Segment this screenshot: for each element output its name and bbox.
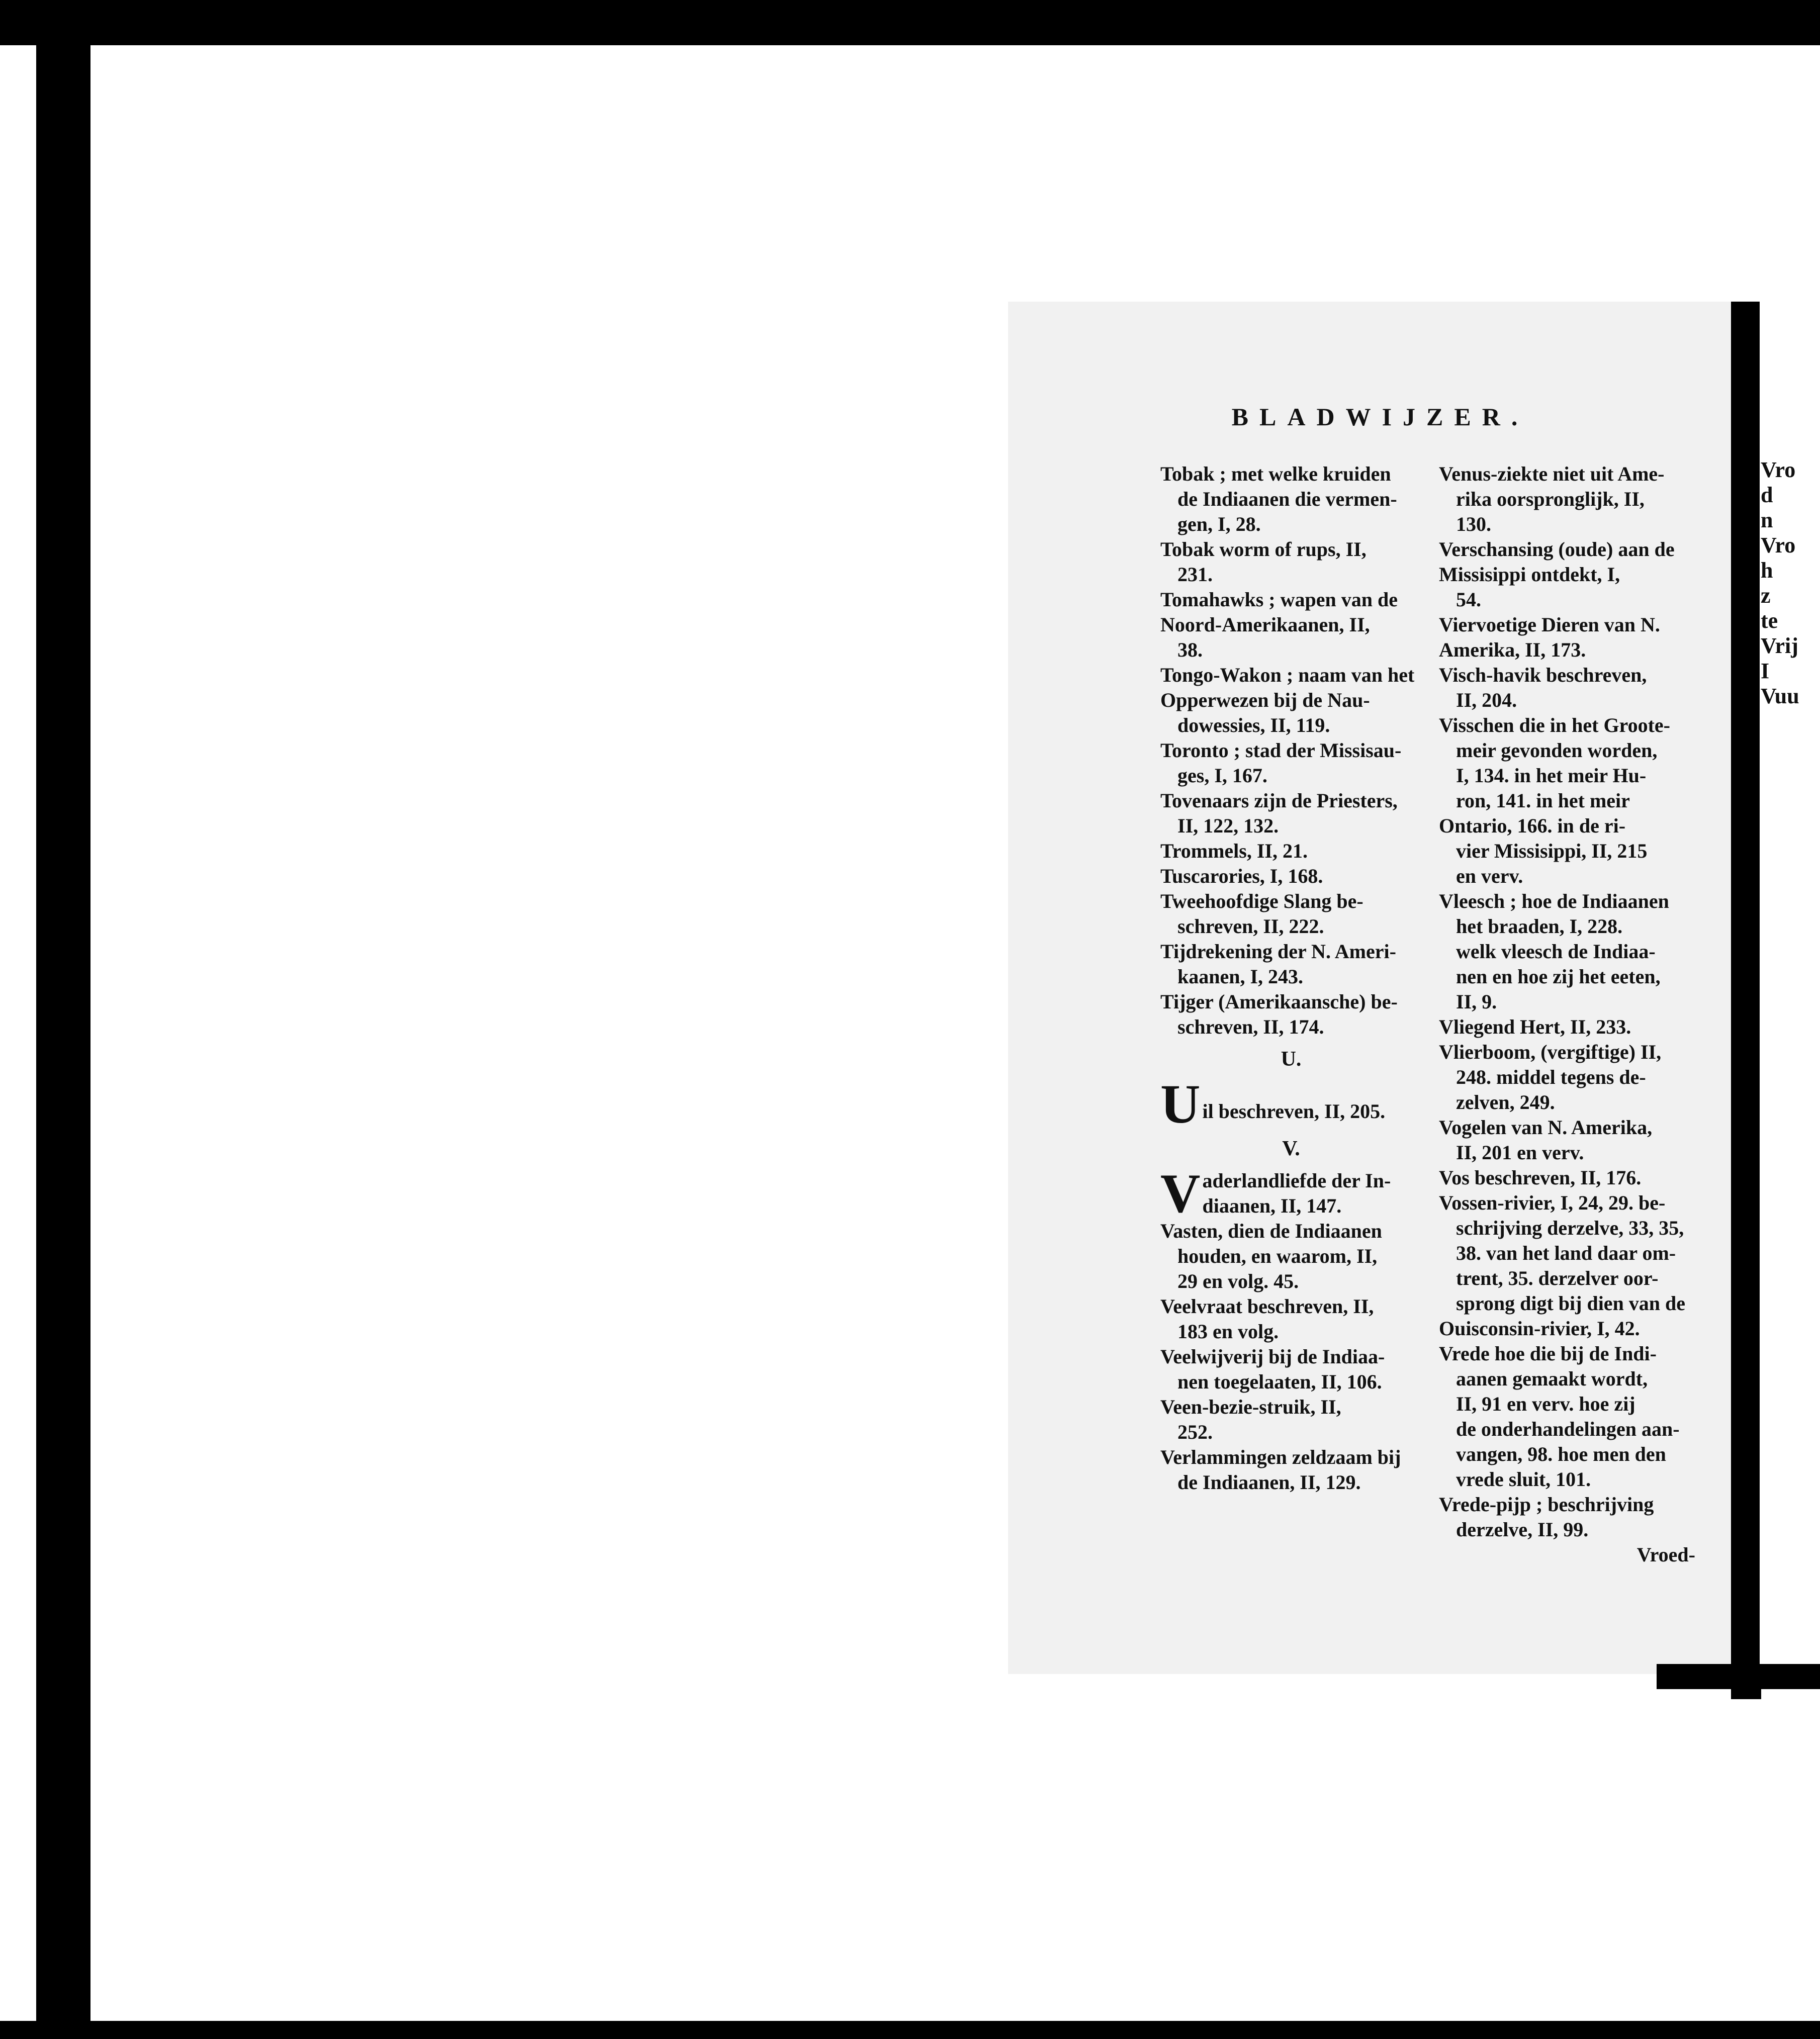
index-column-left	[1160, 461, 1422, 1495]
index-entry-line: en verv.	[1456, 865, 1523, 887]
index-entry-line: Verschansing (oude) aan de	[1439, 538, 1675, 561]
index-entry-line: 54.	[1456, 588, 1481, 611]
index-entry-line: de Indiaanen die vermen-	[1177, 488, 1397, 510]
index-entry-line: II, 122, 132.	[1177, 814, 1279, 837]
page-header: BLADWIJZER.	[1231, 403, 1529, 431]
index-entry-line: 29 en volg. 45.	[1177, 1270, 1299, 1292]
index-entry-line: II, 201 en verv.	[1456, 1141, 1584, 1164]
section-letter-u: U.	[1281, 1048, 1302, 1071]
index-entry-line: welk vleesch de Indiaa-	[1456, 940, 1656, 963]
index-entry-line: Opperwezen bij de Nau-	[1160, 689, 1370, 711]
index-entry-line: Vlierboom, (vergiftige) II,	[1439, 1041, 1662, 1063]
index-entry-line: trent, 35. derzelver oor-	[1456, 1267, 1659, 1289]
index-entry-line: Verlammingen zeldzaam bij	[1160, 1446, 1401, 1468]
index-entry-line: sprong digt bij dien van de	[1456, 1292, 1686, 1315]
index-entry-line: zelven, 249.	[1456, 1091, 1555, 1114]
index-entry-u	[1160, 1073, 1422, 1135]
index-entry-line: Visch-havik beschreven,	[1439, 664, 1647, 686]
index-entry-line: Visschen die in het Groote-	[1439, 714, 1670, 736]
index-entry-line: Vasten, dien de Indiaanen	[1160, 1220, 1382, 1242]
index-entry-line: ges, I, 167.	[1177, 764, 1267, 787]
index-entry-line: aanen gemaakt wordt,	[1456, 1367, 1648, 1390]
index-entry-line: Venus-ziekte niet uit Ame-	[1439, 462, 1665, 485]
index-entry-line: I, 134. in het meir Hu-	[1456, 764, 1647, 787]
index-entry-line: Viervoetige Dieren van N.	[1439, 613, 1660, 636]
next-page-line: Vro	[1761, 533, 1796, 558]
index-entry-line: Ouisconsin-rivier, I, 42.	[1439, 1317, 1640, 1340]
index-entry-line: il beschreven, II, 205.	[1202, 1100, 1386, 1123]
section-letter-v: V.	[1282, 1137, 1300, 1160]
index-entry-line: Vogelen van N. Amerika,	[1439, 1116, 1653, 1139]
index-entry-line: houden, en waarom, II,	[1177, 1245, 1378, 1267]
index-entry-line: II, 204.	[1456, 689, 1517, 711]
index-entry-line: Tuscarories, I, 168.	[1160, 865, 1323, 887]
next-page-line: Vro	[1761, 457, 1796, 482]
index-entry-line: Ontario, 166. in de ri-	[1439, 814, 1626, 837]
index-entry-line: Vliegend Hert, II, 233.	[1439, 1015, 1631, 1038]
index-column-right	[1439, 461, 1705, 1567]
index-entry-line: II, 9.	[1456, 990, 1497, 1013]
catchword: Vroed-	[1636, 1543, 1695, 1566]
index-entry-line: ron, 141. in het meir	[1456, 789, 1630, 812]
index-entry-line: de Indiaanen, II, 129.	[1177, 1471, 1361, 1494]
index-entry-line: Tongo-Wakon ; naam van het	[1160, 664, 1415, 686]
next-page-line: Vuu	[1761, 684, 1799, 708]
index-entry-line: 38.	[1177, 638, 1203, 661]
index-entry-line: derzelve, II, 99.	[1456, 1518, 1589, 1541]
page-gutter-foot	[1657, 1664, 1820, 1689]
dropcap-v: V	[1160, 1163, 1201, 1224]
index-entry-line: Tijdrekening der N. Ameri-	[1160, 940, 1396, 963]
next-page-line: h	[1761, 558, 1773, 583]
page-gutter	[1731, 302, 1761, 1699]
index-entry-line: aderlandliefde der In-	[1202, 1169, 1391, 1192]
index-entry-line: schreven, II, 174.	[1177, 1015, 1324, 1038]
index-entry-line: diaanen, II, 147.	[1202, 1194, 1342, 1217]
index-entry-line: Veelwijverij bij de Indiaa-	[1160, 1345, 1385, 1368]
next-page-line: n	[1761, 508, 1773, 532]
index-entry-line: Vrede hoe die bij de Indi-	[1439, 1342, 1657, 1365]
index-entry-line: Tweehoofdige Slang be-	[1160, 890, 1363, 912]
index-entry-line: Tobak worm of rups, II,	[1160, 538, 1367, 561]
index-entry-line: Vleesch ; hoe de Indiaanen	[1439, 890, 1669, 912]
next-page-line: Vrij	[1761, 633, 1798, 658]
index-entry-line: Vossen-rivier, I, 24, 29. be-	[1439, 1191, 1666, 1214]
next-page-line: I	[1761, 659, 1770, 683]
index-entry-line: Tobak ; met welke kruiden	[1160, 462, 1391, 485]
index-entry-line: 130.	[1456, 513, 1491, 535]
index-entry-line: Missisippi ontdekt, I,	[1439, 563, 1620, 586]
index-entry-line: nen en hoe zij het eeten,	[1456, 965, 1661, 988]
index-entry-line: 38. van het land daar om-	[1456, 1242, 1676, 1264]
index-entry-line: 248. middel tegens de-	[1456, 1066, 1646, 1088]
index-entry-line: dowessies, II, 119.	[1177, 714, 1330, 736]
index-entry-line: Vos beschreven, II, 176.	[1439, 1166, 1642, 1189]
index-entry-line: 231.	[1177, 563, 1213, 586]
index-entry-line: vier Missisippi, II, 215	[1456, 840, 1648, 862]
index-entry-line: rika oorspronglijk, II,	[1456, 488, 1645, 510]
index-entry-line: Noord-Amerikaanen, II,	[1160, 613, 1370, 636]
index-entry-v	[1160, 1163, 1422, 1224]
next-page-line: te	[1761, 608, 1778, 633]
index-entry-line: vangen, 98. hoe men den	[1456, 1443, 1666, 1465]
index-entry-line: vrede sluit, 101.	[1456, 1468, 1591, 1491]
index-entry-line: 252.	[1177, 1421, 1213, 1443]
index-entry-line: Tijger (Amerikaansche) be-	[1160, 990, 1398, 1013]
index-entry-line: Trommels, II, 21.	[1160, 840, 1308, 862]
index-entry-line: Amerika, II, 173.	[1439, 638, 1586, 661]
index-entry-line: Tovenaars zijn de Priesters,	[1160, 789, 1398, 812]
index-entry-line: kaanen, I, 243.	[1177, 965, 1304, 988]
index-entry-line: nen toegelaaten, II, 106.	[1177, 1370, 1382, 1393]
index-entry-line: Toronto ; stad der Missisau-	[1160, 739, 1402, 762]
index-entry-line: meir gevonden worden,	[1456, 739, 1658, 762]
dropcap-u: U	[1160, 1073, 1201, 1135]
next-page-fragment	[1760, 302, 1820, 1664]
index-entry-line: II, 91 en verv. hoe zij	[1456, 1393, 1635, 1415]
index-entry-line: schreven, II, 222.	[1177, 915, 1324, 938]
index-entry-line: Veen-bezie-struik, II,	[1160, 1396, 1341, 1418]
left-margin-strip	[0, 45, 36, 2021]
next-page-line: z	[1761, 583, 1771, 608]
index-entry-line: gen, I, 28.	[1177, 513, 1261, 535]
index-entry-line: 183 en volg.	[1177, 1320, 1279, 1343]
index-entry-line: schrijving derzelve, 33, 35,	[1456, 1217, 1684, 1239]
index-entry-line: Veelvraat beschreven, II,	[1160, 1295, 1374, 1318]
index-entry-line: het braaden, I, 228.	[1456, 915, 1623, 938]
next-page-line: d	[1761, 483, 1773, 507]
index-entry-line: Tomahawks ; wapen van de	[1160, 588, 1398, 611]
index-entry-line: Vrede-pijp ; beschrijving	[1439, 1493, 1654, 1516]
index-entry-line: de onderhandelingen aan-	[1456, 1418, 1680, 1440]
